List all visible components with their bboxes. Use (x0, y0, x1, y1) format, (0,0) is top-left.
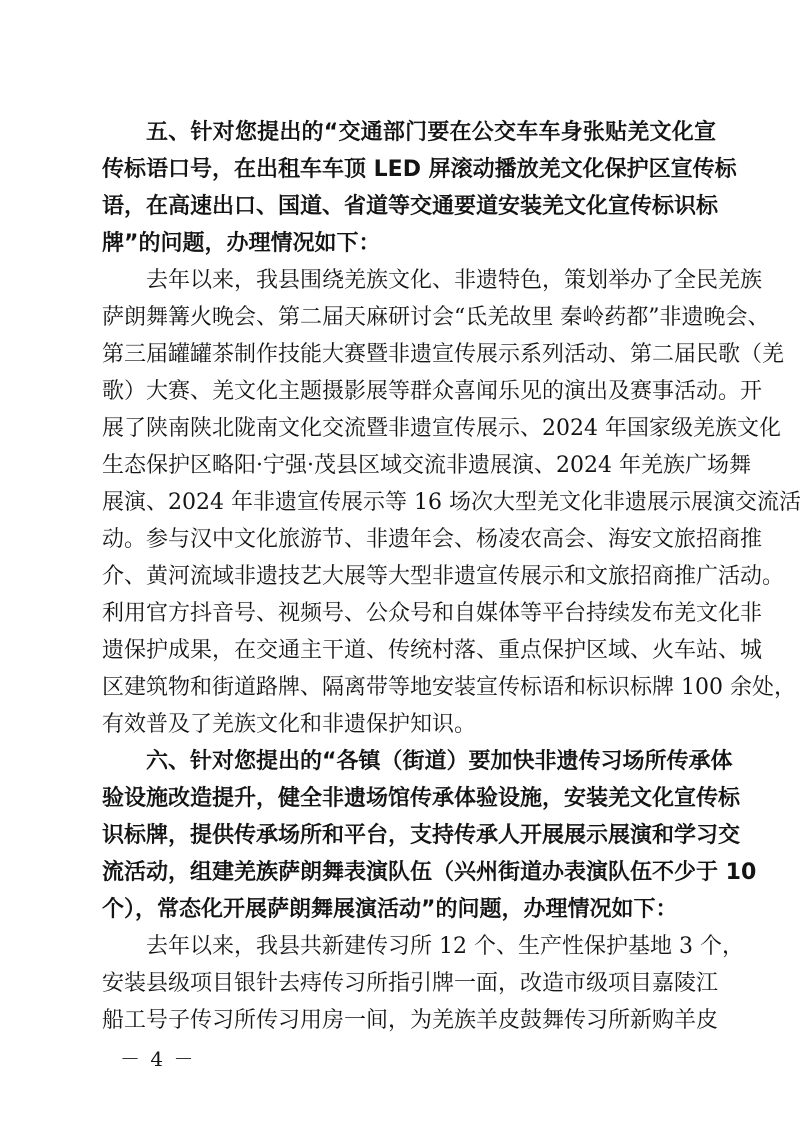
section5-body-line: 展演、2024 年非遗宣传展示等 16 场次大型羌文化非遗展示展演交流活 (102, 490, 801, 515)
section5-heading-line: 传标语口号，在出租车车顶 LED 屏滚动播放羌文化保护区宣传标 (102, 157, 737, 182)
section5-body-line: 歌）大赛、羌文化主题摄影展等群众喜闻乐见的演出及赛事活动。开 (102, 379, 763, 404)
section5-body-line: 动。参与汉中文化旅游节、非遗年会、杨凌农高会、海安文旅招商推 (102, 527, 763, 552)
section6-body-line: 安装县级项目银针去痔传习所指引牌一面，改造市级项目嘉陵江 (102, 971, 719, 996)
section5-body-line: 萨朗舞篝火晚会、第二届天麻研讨会“氐羌故里 秦岭药都”非遗晚会、 (102, 305, 770, 330)
section5-body-line: 遗保护成果，在交通主干道、传统村落、重点保护区域、火车站、城 (102, 638, 763, 663)
section5-body-line: 有效普及了羌族文化和非遗保护知识。 (102, 712, 477, 737)
section6-body-line: 船工号子传习所传习用房一间，为羌族羊皮鼓舞传习所新购羊皮 (102, 1008, 719, 1033)
section6-heading-line: 个），常态化开展萨朗舞展演活动”的问题，办理情况如下： (102, 897, 678, 922)
section5-body-line: 去年以来，我县围绕羌族文化、非遗特色，策划举办了全民羌族 (146, 268, 763, 293)
section5-heading-line: 语，在高速出口、国道、省道等交通要道安装羌文化宣传标识标 (102, 194, 719, 219)
page-number: － 4 － (120, 1047, 196, 1071)
section6-heading-line: 验设施改造提升，健全非遗场馆传承体验设施，安装羌文化宣传标 (102, 786, 741, 811)
section6-heading-line: 六、针对您提出的“各镇（街道）要加快非遗传习场所传承体 (146, 749, 733, 774)
section5-body-line: 第三届罐罐茶制作技能大赛暨非遗宣传展示系列活动、第二届民歌（羌 (102, 342, 785, 367)
section5-body-line: 展了陕南陕北陇南文化交流暨非遗宣传展示、2024 年国家级羌族文化 (102, 416, 781, 441)
section5-heading-line: 牌”的问题，办理情况如下： (102, 231, 381, 256)
section6-body-line: 去年以来，我县共新建传习所 12 个、生产性保护基地 3 个， (146, 934, 744, 959)
section5-heading-line: 五、针对您提出的“交通部门要在公交车车身张贴羌文化宣 (146, 120, 716, 145)
section5-body-line: 区建筑物和街道路牌、隔离带等地安装宣传标语和标识标牌 100 余处， (102, 675, 796, 700)
section5-body-line: 利用官方抖音号、视频号、公众号和自媒体等平台持续发布羌文化非 (102, 601, 763, 626)
section5-body-line: 介、黄河流域非遗技艺大展等大型非遗宣传展示和文旅招商推广活动。 (102, 564, 785, 589)
section6-heading-line: 识标牌，提供传承场所和平台，支持传承人开展展示展演和学习交 (102, 823, 741, 848)
section6-heading-line: 流活动，组建羌族萨朗舞表演队伍（兴州街道办表演队伍不少于 10 (102, 860, 757, 885)
section5-body-line: 生态保护区略阳·宁强·茂县区域交流非遗展演、2024 年羌族广场舞 (102, 453, 751, 478)
